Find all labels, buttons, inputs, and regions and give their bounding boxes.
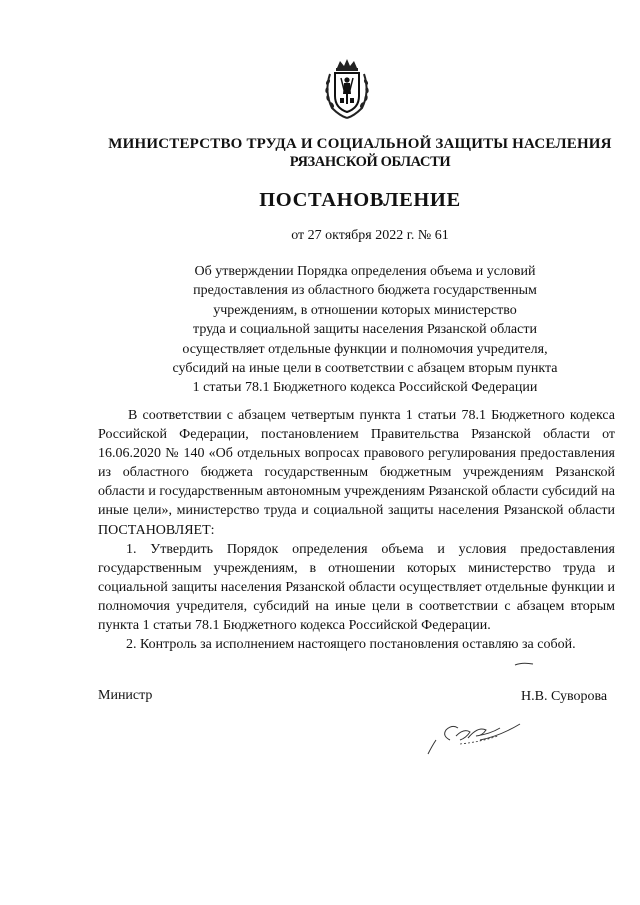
document-type-title: ПОСТАНОВЛЕНИЕ — [259, 189, 461, 211]
body-item-1: 1. Утвердить Порядок определения объема и условия предоставления государственным учреждениям, в отношении которых министерство труда и социальной защиты населения Рязанской области осуществляет отдельные функции и полномочия учредителя, субсидий на иные цели в соответствии с абзацем вторым пункта 1 статьи 78.1 Бюджетного кодекса Российской Федерации. — [98, 541, 615, 634]
ministry-name-line2: РЯЗАНСКОЙ ОБЛАСТИ — [289, 154, 451, 170]
subject-line: учреждениям, в отношении которых министерство — [213, 302, 517, 318]
subject-line: субсидий на иные цели в соответствии с абзацем вторым пункта — [172, 361, 558, 377]
subject-line: 1 статьи 78.1 Бюджетного кодекса Российской Федерации — [192, 380, 538, 396]
signer-name: Н.В. Суворова — [521, 689, 608, 704]
signature-mark-icon — [514, 660, 534, 668]
subject-line: труда и социальной защиты населения Рязанской области — [193, 322, 537, 338]
document-body — [98, 406, 615, 654]
subject-line: предоставления из областного бюджета государственным — [193, 283, 537, 299]
document-date-number: от 27 октября 2022 г. № 61 — [291, 228, 449, 243]
ministry-name-line1: МИНИСТЕРСТВО ТРУДА И СОЦИАЛЬНОЙ ЗАЩИТЫ НАСЕЛЕНИЯ — [108, 136, 612, 152]
subject-line: Об утверждении Порядка определения объема и условий — [194, 264, 536, 279]
subject-line: осуществляет отдельные функции и полномочия учредителя, — [182, 341, 548, 357]
coat-of-arms-emblem-icon — [322, 58, 372, 120]
signer-title: Министр — [98, 688, 153, 703]
handwritten-signature-icon — [420, 710, 530, 760]
body-item-2: 2. Контроль за исполнением настоящего постановления оставляю за собой. — [126, 637, 576, 653]
document-subject — [140, 262, 590, 398]
body-intro-paragraph: В соответствии с абзацем четвертым пункта 1 статьи 78.1 Бюджетного кодекса Российской Федерации, постановлением Правительства Рязанской области от 16.06.2020 № 140 «Об отдельных вопросах правового регулирования предоставления из областного бюджета государственным бюджетным учреждениям Рязанской области и государственным автономным учреждениям Рязанской области субсидий на иные цели», министерство труда и социальной защиты населения Рязанской области ПОСТАНОВЛЯЕТ: — [98, 408, 615, 538]
